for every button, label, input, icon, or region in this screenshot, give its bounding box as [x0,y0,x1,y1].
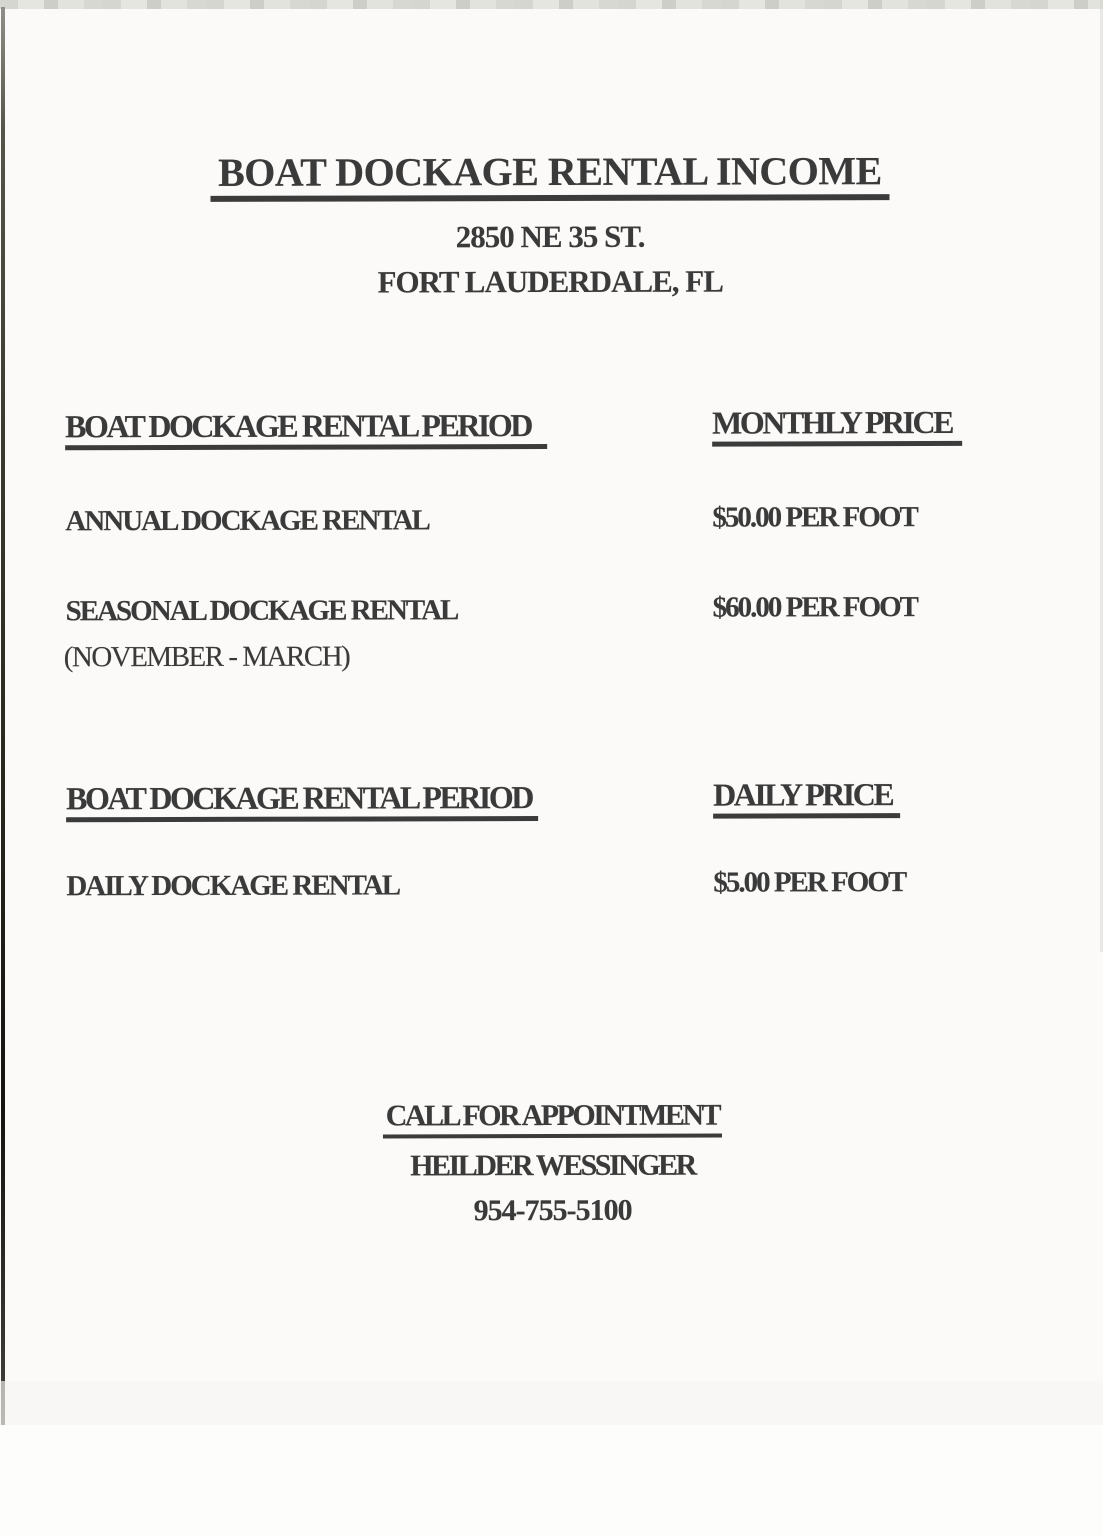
annual-rental-price: $50.00 PER FOOT [712,501,917,534]
call-for-appointment-text: CALL FOR APPOINTMENT [383,1099,722,1139]
section2-price-header [713,776,900,813]
section2-price-header-text: DAILY PRICE [713,776,900,818]
section1-price-header-text: MONTHLY PRICE [712,404,962,447]
address-line-2: FORT LAUDERDALE, FL [377,263,723,300]
section2-period-header-text: BOAT DOCKAGE RENTAL PERIOD [66,779,538,822]
page-title [0,148,1101,195]
section2-period-header [66,779,538,817]
section1-price-header [712,403,962,441]
call-for-appointment-line [1,1100,1103,1133]
contact-name: HEILDER WESSINGER [410,1148,695,1183]
phone-number: 954-755-5100 [473,1193,632,1228]
section1-period-header [65,407,547,445]
page-title-text: BOAT DOCKAGE RENTAL INCOME [210,148,890,202]
seasonal-rental-note: (NOVEMBER - MARCH) [63,640,350,674]
annual-rental-label: ANNUAL DOCKAGE RENTAL [65,504,429,538]
seasonal-rental-price: $60.00 PER FOOT [712,591,918,624]
address-line-1: 2850 NE 35 ST. [455,218,645,255]
daily-rental-label: DAILY DOCKAGE RENTAL [66,869,400,903]
seasonal-rental-label: SEASONAL DOCKAGE RENTAL [65,594,458,628]
daily-rental-price: $5.00 PER FOOT [713,866,906,899]
section1-period-header-text: BOAT DOCKAGE RENTAL PERIOD [65,407,547,450]
